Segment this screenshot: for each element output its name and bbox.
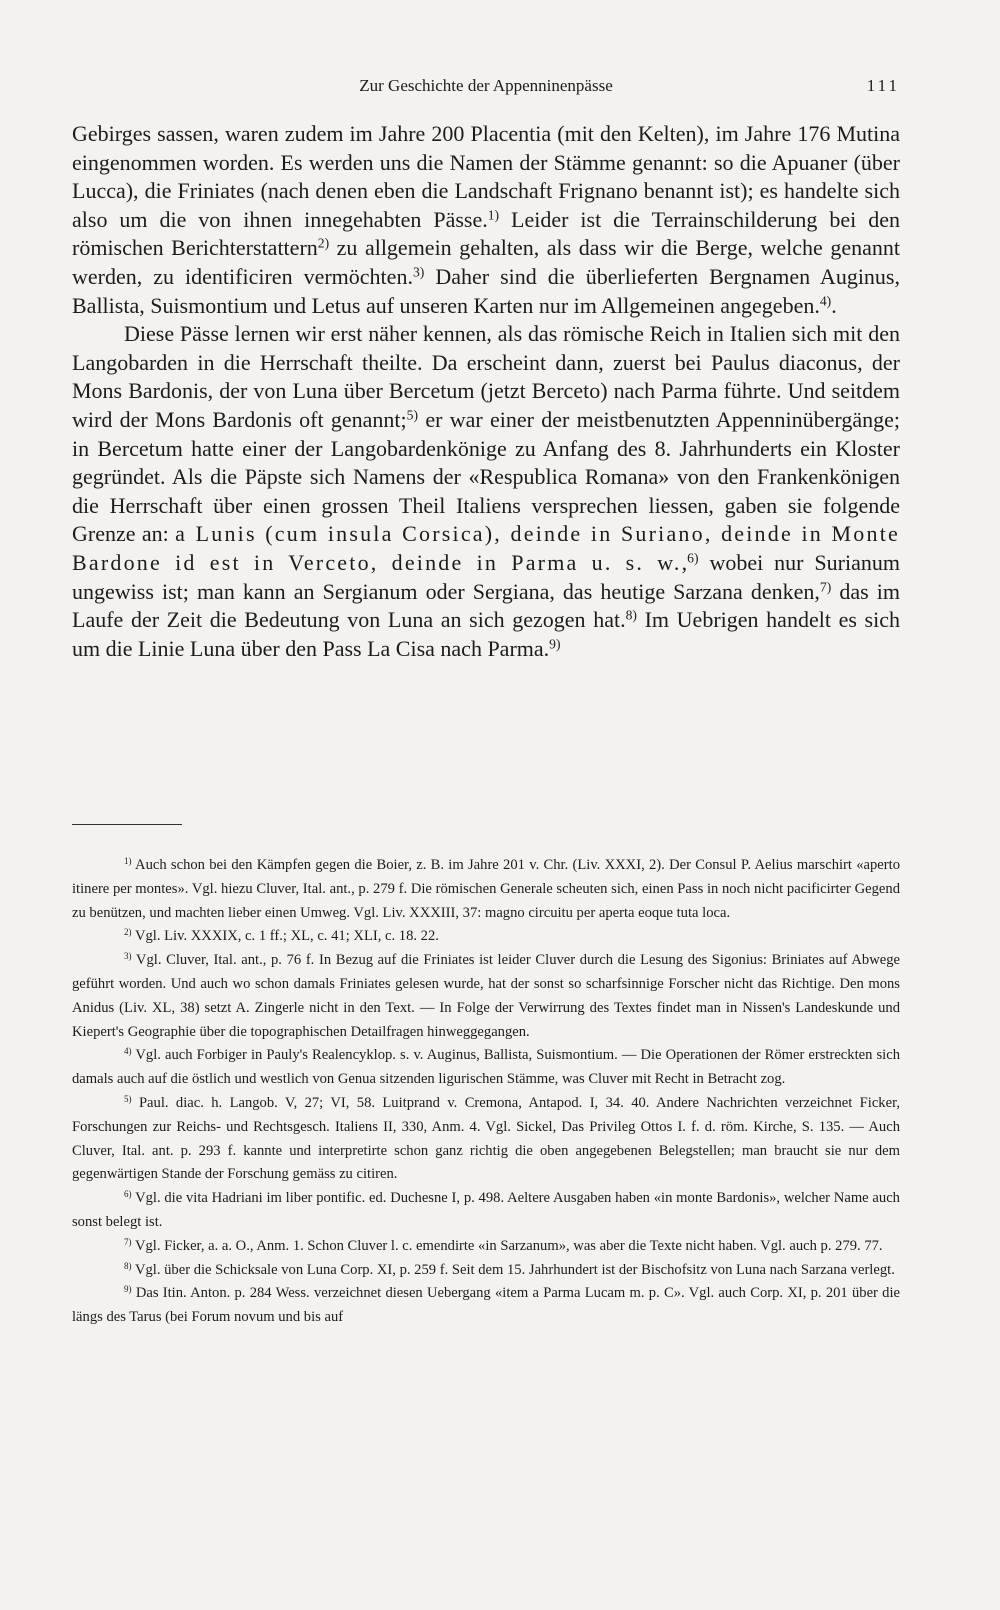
spaced-quotation: a Lunis (cum insula Corsica), deinde in Suriano, deinde in Monte Bardone id est in Verceto, deinde in Parma u. s. w. [72, 521, 900, 575]
main-text [72, 120, 900, 663]
footnote [72, 854, 900, 925]
footnote-ref: 5) [406, 407, 419, 423]
page-header [72, 74, 900, 98]
footnote-number: 5) [124, 1094, 132, 1104]
text-run: zu allgemein gehalten, als dass wir die Berge, welche genannt werden, zu identificiren vermöchten. [72, 235, 900, 289]
footnotes [72, 854, 900, 1330]
footnote [72, 1092, 900, 1187]
paragraph-2 [72, 320, 900, 663]
footnote-text: Vgl. auch Forbiger in Pauly's Realencyklop. s. v. Auginus, Ballista, Suismontium. — Die Operationen der Römer erstreckten sich damals auch auf die östlich und westlich von Genua sitzenden ligurischen Stämme, was Cluver mit Recht in Betracht zog. [72, 1047, 900, 1088]
footnote-text: Auch schon bei den Kämpfen gegen die Boier, z. B. im Jahre 201 v. Chr. (Liv. XXXI, 2). Der Consul P. Aelius marschirt «aperto itinere per montes». Vgl. hiezu Cluver, Ital. ant., p. 279 f. Die römischen Generale scheuten sich, einen Pass in noch nicht pacificirter Gegend zu benützen, und machten lieber einen Umweg. Vgl. Liv. XXXIII, 37: magno circuitu per aperta eoque tuta loca. [72, 857, 900, 921]
footnote [72, 1259, 900, 1283]
text-run: er war einer der meistbenutzten Appenninübergänge; in Bercetum hatte einer der Langobardenkönige zu Anfang des 8. Jahrhunderts ein Kloster gegründet. Als die Päpste sich Namens der «Respublica Romana» von den Frankenkönigen die Herrschaft über einen grossen Theil Italiens versprechen liessen, gaben sie folgende Grenze an: [72, 406, 900, 547]
text-run: , [681, 549, 688, 575]
footnote-text: Paul. diac. h. Langob. V, 27; VI, 58. Luitprand v. Cremona, Antapod. I, 34. 40. Andere Nachrichten verzeichnet Ficker, Forschungen zur Reichs- und Rechtsgesch. Italiens II, 330, Anm. 4. Vgl. Sickel, Das Privileg Ottos I. f. d. röm. Kirche, S. 135. — Auch Cluver, Ital. ant. p. 293 f. kannte und interpretirte schon ganz richtig die oben angegebenen Belegstellen; man braucht sie nur dem gegenwärtigen Stande der Forschung gemäss zu citiren. [72, 1094, 901, 1183]
footnote [72, 1044, 900, 1092]
footnote-text: Vgl. Ficker, a. a. O., Anm. 1. Schon Cluver l. c. emendirte «in Sarzanum», was aber die Texte nicht haben. Vgl. auch p. 279. 77. [134, 1237, 883, 1254]
text-run: wobei nur Surianum ungewiss ist; man kann an Sergianum oder Sergiana, das heutige Sarzana denken, [72, 549, 900, 604]
text-run: Gebirges sassen, waren zudem im Jahre 200 Placentia (mit den Kelten), im Jahre 176 Mutina eingenommen worden. Es werden uns die Namen der Stämme genannt: so die Apuaner (über Lucca), die Friniates (nach denen eben die Landschaft Frignano benannt ist); es handelte sich also um die von ihnen innegehabten Pässe. [72, 121, 900, 232]
text-run: Im Uebrigen handelt es sich um die Linie Luna über den Pass La Cisa nach Parma. [72, 607, 900, 661]
text-run: Daher sind die überlieferten Bergnamen Auginus, Ballista, Suismontium und Letus auf unseren Karten nur im Allgemeinen angegeben. [72, 263, 900, 318]
footnote-number: 1) [124, 856, 132, 867]
footnote-ref: 3) [412, 264, 425, 280]
footnote-number: 8) [124, 1260, 132, 1271]
footnote-ref: 1) [487, 207, 500, 223]
footnote-number: 7) [124, 1236, 132, 1247]
footnote-ref: 6) [687, 550, 699, 566]
text-run: Diese Pässe lernen wir erst näher kennen, als das römische Reich in Italien sich mit den Langobarden in die Herrschaft theilte. Da erscheint dann, zuerst bei Paulus diaconus, der Mons Bardonis, der von Luna über Bercetum (jetzt Berceto) nach Parma führte. Und seitdem wird der Mons Bardonis oft genannt; [72, 321, 900, 432]
footnote-ref: 7) [819, 579, 832, 594]
page-number: 111 [866, 76, 900, 95]
footnote-ref: 9) [549, 636, 561, 652]
footnote-divider [72, 824, 182, 825]
footnote-number: 2) [124, 927, 132, 938]
paragraph-1 [72, 120, 900, 320]
footnote [72, 925, 900, 949]
text-run: das im Laufe der Zeit die Bedeutung von Luna an sich gezogen hat. [72, 578, 900, 633]
footnote [72, 1187, 900, 1235]
text-run: . [831, 292, 837, 318]
footnote-text: Vgl. über die Schicksale von Luna Corp. XI, p. 259 f. Seit dem 15. Jahrhundert ist der Bischofsitz von Luna nach Sarzana verlegt. [134, 1261, 895, 1278]
text-run: Leider ist die Terrainschilderung bei den römischen Berichterstattern [72, 206, 900, 261]
footnote-number: 6) [124, 1189, 132, 1200]
footnote-number: 3) [124, 951, 132, 962]
footnote [72, 949, 900, 1044]
running-title: Zur Geschichte der Appenninenpässe [359, 76, 613, 95]
footnote-text: Vgl. Cluver, Ital. ant., p. 76 f. In Bezug auf die Friniates ist leider Cluver durch die Lesung des Sigonius: Briniates auf Abwege geführt worden. Und auch wo schon damals Friniates gelesen wurde, hat der sonst so scharfsinnige Forscher nicht das Richtige. Den mons Anidus (Liv. XL, 38) setzt A. Zingerle nicht in den Text. — In Folge der Verwirrung des Textes findet man in Nissen's Landeskunde und Kiepert's Geographie über die topographischen Detailfragen hinweggegangen. [72, 952, 900, 1040]
footnote [72, 1235, 900, 1259]
footnote-text: Das Itin. Anton. p. 284 Wess. verzeichnet diesen Uebergang «item a Parma Lucam m. p. C». Vgl. auch Corp. XI, p. 201 über die längs des Tarus (bei Forum novum und bis auf [72, 1285, 900, 1326]
footnote-text: Vgl. Liv. XXXIX, c. 1 ff.; XL, c. 41; XLI, c. 18. 22. [134, 928, 439, 945]
footnote-ref: 2) [317, 235, 330, 251]
footnote-number: 9) [124, 1284, 132, 1295]
footnote [72, 1282, 900, 1330]
footnote-text: Vgl. die vita Hadriani im liber pontific. ed. Duchesne I, p. 498. Aeltere Ausgaben haben «in monte Bardonis», welcher Name auch sonst belegt ist. [72, 1190, 900, 1230]
footnote-ref: 4) [819, 293, 832, 309]
footnote-ref: 8) [625, 607, 637, 623]
footnote-number: 4) [124, 1046, 132, 1057]
